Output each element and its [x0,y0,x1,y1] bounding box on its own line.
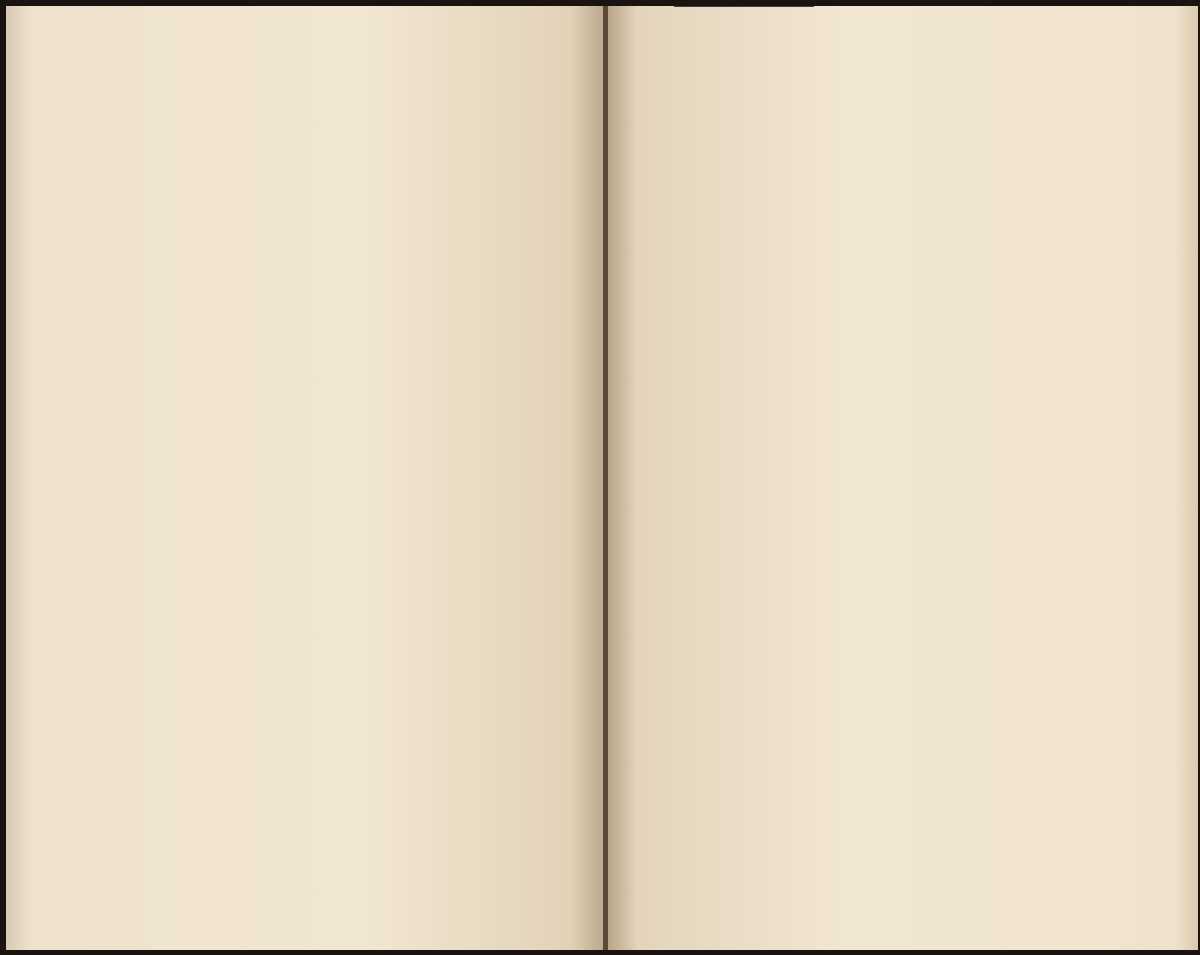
left-page [6,6,606,950]
right-page [608,6,1198,950]
footnote-separator [674,6,814,7]
open-book [6,6,1198,950]
